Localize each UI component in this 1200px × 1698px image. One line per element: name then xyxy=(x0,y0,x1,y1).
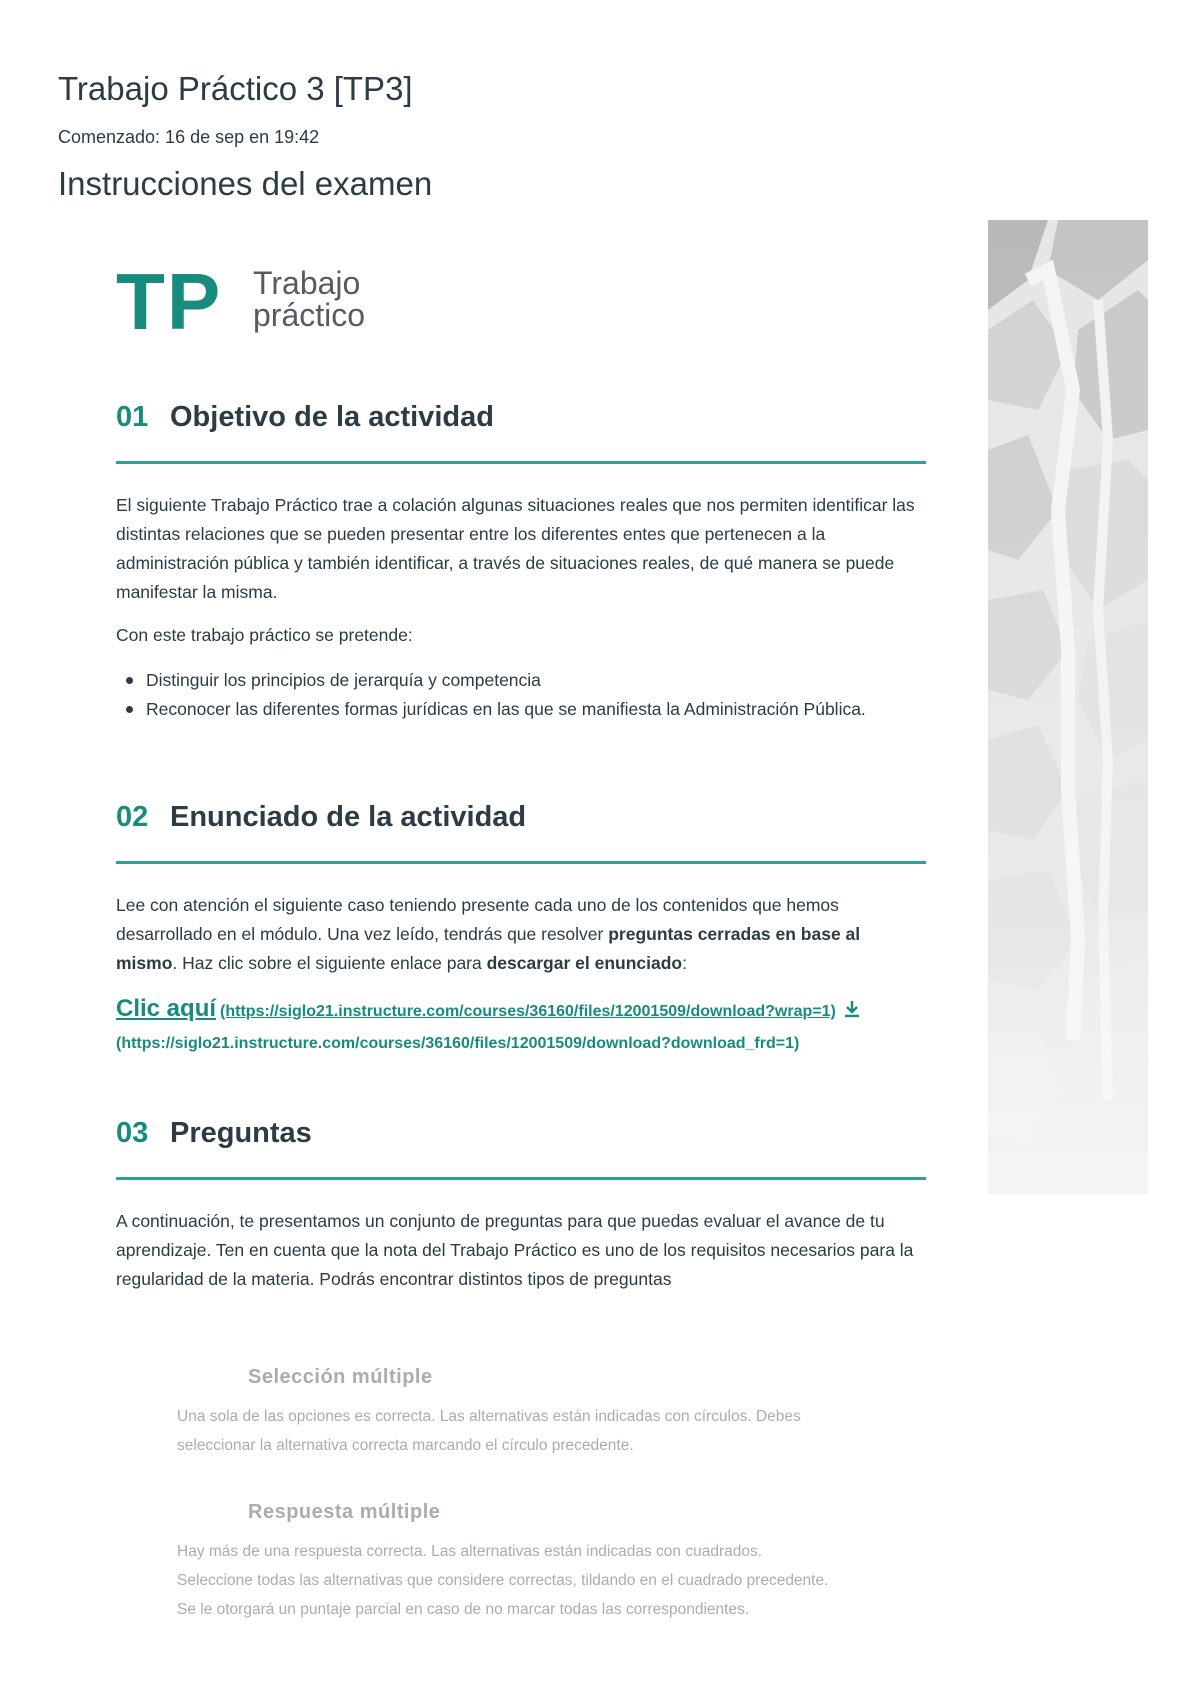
section-02-header xyxy=(116,801,926,864)
question-type-description xyxy=(177,1537,877,1624)
logo-line-1: Trabajo xyxy=(253,265,361,301)
download-icon[interactable] xyxy=(842,999,862,1024)
description-line: Seleccione todas las alternativas que considere correctas, tildando en el cuadrado precedente. xyxy=(177,1572,829,1589)
statement-text-2: . Haz clic sobre el siguiente enlace para xyxy=(172,953,487,973)
logo-wordmark xyxy=(253,267,365,331)
clic-aqui-link[interactable]: Clic aquí xyxy=(116,995,217,1022)
section-number: 02 xyxy=(116,801,149,833)
section-number: 03 xyxy=(116,1117,149,1149)
objective-paragraph: El siguiente Trabajo Práctico trae a colación algunas situaciones reales que nos permiten identificar las distintas relaciones que se pueden presentar entre los diferentes entes que pertenecen a la administración pública y también identificar, a través de situaciones reales, de qué manera se puede manifestar la misma. xyxy=(116,495,915,602)
question-type-description xyxy=(177,1402,877,1460)
decorative-architecture-image xyxy=(988,220,1148,1194)
statement-paragraph xyxy=(116,891,921,978)
section-title: Preguntas xyxy=(170,1117,312,1149)
description-line: Hay más de una respuesta correcta. Las alternativas están indicadas con cuadrados. xyxy=(177,1543,763,1560)
section-number: 01 xyxy=(116,401,149,433)
started-timestamp: Comenzado: 16 de sep en 19:42 xyxy=(58,127,320,147)
question-type-title: Selección múltiple xyxy=(248,1366,433,1388)
description-line: Se le otorgará un puntaje parcial en caso de no marcar todas las correspondientes. xyxy=(177,1601,750,1618)
instructions-title: Instrucciones del examen xyxy=(58,165,433,202)
logo-line-2: práctico xyxy=(253,297,366,333)
list-item: Reconocer las diferentes formas jurídicas en las que se manifiesta la Administración Pública. xyxy=(116,695,896,724)
section-title: Objetivo de la actividad xyxy=(170,401,494,433)
logo-mark: TP xyxy=(116,257,223,346)
statement-text-1: Lee con atención el siguiente caso teniendo presente cada uno de los contenidos que hemos desarrollado en el módulo. Una vez leído, tendrás que resolver xyxy=(116,895,839,944)
statement-text-3: : xyxy=(682,953,687,973)
section-title: Enunciado de la actividad xyxy=(170,801,527,833)
section-01-header xyxy=(116,401,926,464)
page-title: Trabajo Práctico 3 [TP3] xyxy=(58,70,413,107)
description-line: seleccionar la alternativa correcta marcando el círculo precedente. xyxy=(177,1437,634,1454)
statement-bold-1: preguntas cerradas en base al mismo xyxy=(116,924,861,973)
download-link-row xyxy=(116,995,946,1024)
objective-intro: Con este trabajo práctico se pretende: xyxy=(116,625,413,645)
list-item: Distinguir los principios de jerarquía y competencia xyxy=(116,666,896,695)
question-type-title: Respuesta múltiple xyxy=(248,1501,441,1523)
trabajo-practico-logo xyxy=(116,257,366,346)
objective-list xyxy=(116,666,896,724)
download-url-link[interactable]: (https://siglo21.instructure.com/courses/36160/files/12001509/download?download_frd=1) xyxy=(116,1035,800,1052)
statement-bold-2: descargar el enunciado xyxy=(486,953,683,973)
file-url-link[interactable]: (https://siglo21.instructure.com/courses/36160/files/12001509/download?wrap=1) xyxy=(220,1003,836,1020)
architecture-illustration xyxy=(988,220,1148,1194)
questions-paragraph: A continuación, te presentamos un conjunto de preguntas para que puedas evaluar el avance de tu aprendizaje. Ten en cuenta que la nota del Trabajo Práctico es uno de los requisitos necesarios para la regularidad de la materia. Podrás encontrar distintos tipos de preguntas xyxy=(116,1211,914,1289)
description-line: Una sola de las opciones es correcta. Las alternativas están indicadas con círculos. Debes xyxy=(177,1408,801,1425)
section-03-header xyxy=(116,1117,926,1180)
